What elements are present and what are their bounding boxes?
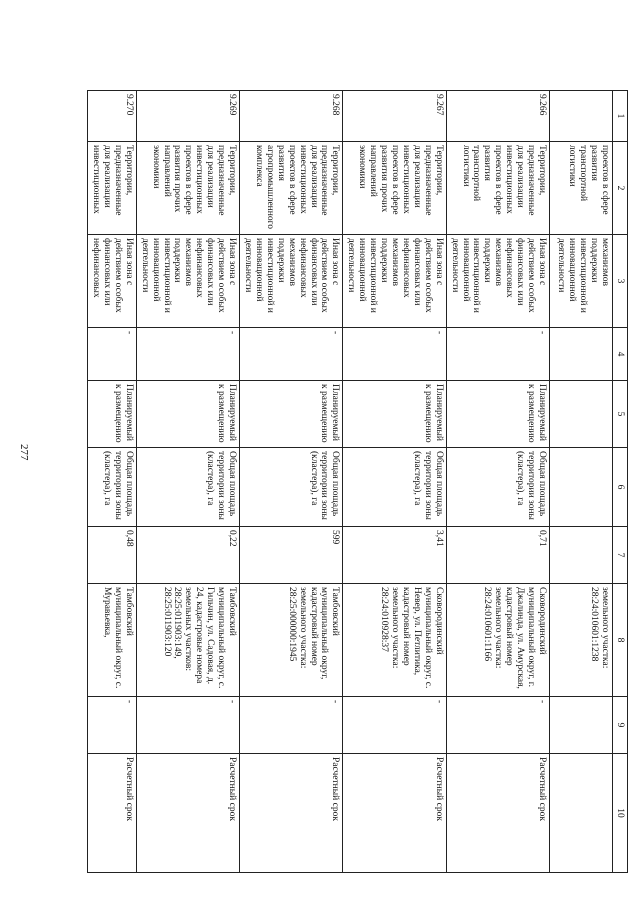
page-number: 277 xyxy=(18,444,30,461)
cell-characteristic: Общая площадь территории зоны (кластера), га xyxy=(343,448,446,527)
cell-zone-type: механизмов поддержки инвестиционной и инновационной деятельности xyxy=(550,235,613,328)
header-cell: 6 xyxy=(613,448,628,527)
cell-col4: - xyxy=(343,328,446,381)
cell-zone-type: Иная зона с действием особых финансовых или нефинансовых механизмов поддержки инвестиционной и инновационной деятельности xyxy=(446,235,549,328)
cell-status: Планируемый к размещению xyxy=(88,381,137,448)
header-cell: 10 xyxy=(613,754,628,873)
cell-number: 9.270 xyxy=(88,91,137,142)
cell-characteristic xyxy=(550,448,613,527)
cell-status: Планируемый к размещению xyxy=(343,381,446,448)
cell-area: 0,71 xyxy=(446,527,549,584)
table-row xyxy=(343,91,446,873)
cell-term: Расчетный срок xyxy=(88,754,137,873)
cell-number: 9.266 xyxy=(446,91,549,142)
cell-status xyxy=(550,381,613,448)
header-cell: 9 xyxy=(613,697,628,754)
header-cell: 8 xyxy=(613,584,628,697)
cell-territory: Территории, предназначенные для реализации инвестиционных проектов в сфере развития прочих направлений экономики xyxy=(136,142,239,235)
header-cell: 3 xyxy=(613,235,628,328)
cell-location: Тамбовский муниципальный округ, с. Гильчин, ул. Садовая, д. 24, кадастровые номера земельных участков: 28:25:011903:149, 28:25:011903:120 xyxy=(136,584,239,697)
cell-term: Расчетный срок xyxy=(446,754,549,873)
cell-territory: Территории, предназначенные для реализации инвестиционных проектов в сфере развития прочих направлений экономики xyxy=(343,142,446,235)
cell-location: Сковородинский муниципальный округ, г. Джалинда, ул. Амурская, кадастровый номер земельного участка: 28:24:010601:1166 xyxy=(446,584,549,697)
cell-col4: - xyxy=(88,328,137,381)
cell-status: Планируемый к размещению xyxy=(136,381,239,448)
header-cell: 1 xyxy=(613,91,628,142)
cell-col4: - xyxy=(136,328,239,381)
table-row xyxy=(446,91,549,873)
cell-col9 xyxy=(550,697,613,754)
cell-area xyxy=(550,527,613,584)
cell-characteristic: Общая площадь территории зоны (кластера), га xyxy=(240,448,343,527)
cell-col9: - xyxy=(88,697,137,754)
table-row xyxy=(240,91,343,873)
cell-location: Тамбовский муниципальный округ, с. Муравьевка, xyxy=(88,584,137,697)
header-cell: 4 xyxy=(613,328,628,381)
continuation-row xyxy=(550,91,613,873)
cell-number: 9.268 xyxy=(240,91,343,142)
cell-area: 3,41 xyxy=(343,527,446,584)
cell-term: Расчетный срок xyxy=(136,754,239,873)
cell-number: 9.267 xyxy=(343,91,446,142)
table-row xyxy=(88,91,137,873)
cell-status: Планируемый к размещению xyxy=(240,381,343,448)
zones-table xyxy=(87,90,628,873)
cell-col9: - xyxy=(240,697,343,754)
cell-col4: - xyxy=(240,328,343,381)
cell-location: земельного участка: 28:24:010601:1238 xyxy=(550,584,613,697)
cell-number xyxy=(550,91,613,142)
cell-characteristic: Общая площадь территории зоны (кластера), га xyxy=(446,448,549,527)
header-cell: 2 xyxy=(613,142,628,235)
cell-characteristic: Общая площадь территории зоны (кластера), га xyxy=(136,448,239,527)
cell-zone-type: Иная зона с действием особых финансовых или нефинансовых механизмов поддержки инвестиционной и инновационной деятельности xyxy=(240,235,343,328)
cell-col9: - xyxy=(343,697,446,754)
table-row xyxy=(136,91,239,873)
cell-col9: - xyxy=(446,697,549,754)
cell-territory: Территории, предназначенные для реализации инвестиционных проектов в сфере развития агропромышленного комплекса xyxy=(240,142,343,235)
cell-term: Расчетный срок xyxy=(240,754,343,873)
cell-zone-type: Иная зона с действием особых финансовых или нефинансовых механизмов поддержки инвестиционной и инновационной деятельности xyxy=(136,235,239,328)
header-cell: 5 xyxy=(613,381,628,448)
header-row xyxy=(613,91,628,873)
cell-col4: - xyxy=(446,328,549,381)
cell-number: 9.269 xyxy=(136,91,239,142)
cell-status: Планируемый к размещению xyxy=(446,381,549,448)
rotated-page xyxy=(87,90,628,873)
cell-location: Сковородинский муниципальный округ, с. Невер, ул. Петлитика, кадастровый номер земельного участка: 28:24:010928:37 xyxy=(343,584,446,697)
cell-term: Расчетный срок xyxy=(343,754,446,873)
cell-col9: - xyxy=(136,697,239,754)
cell-term xyxy=(550,754,613,873)
cell-location: Тамбовский муниципальный округ, кадастровый номер земельного участка: 28:25:000000:1945 xyxy=(240,584,343,697)
cell-territory: проектов в сфере развития транспортной логистики xyxy=(550,142,613,235)
cell-territory: Территории, предназначенные для реализации инвестиционных проектов в сфере развития транспортной логистики xyxy=(446,142,549,235)
header-cell: 7 xyxy=(613,527,628,584)
cell-zone-type: Иная зона с действием особых финансовых или нефинансовых механизмов поддержки инвестиционной и инновационной деятельности xyxy=(343,235,446,328)
cell-zone-type: Иная зона с действием особых финансовых или нефинансовых xyxy=(88,235,137,328)
cell-col4 xyxy=(550,328,613,381)
cell-area: 0,48 xyxy=(88,527,137,584)
cell-characteristic: Общая площадь территории зоны (кластера), га xyxy=(88,448,137,527)
cell-territory: Территории, предназначенные для реализации инвестиционных xyxy=(88,142,137,235)
cell-area: 599 xyxy=(240,527,343,584)
cell-area: 0,22 xyxy=(136,527,239,584)
